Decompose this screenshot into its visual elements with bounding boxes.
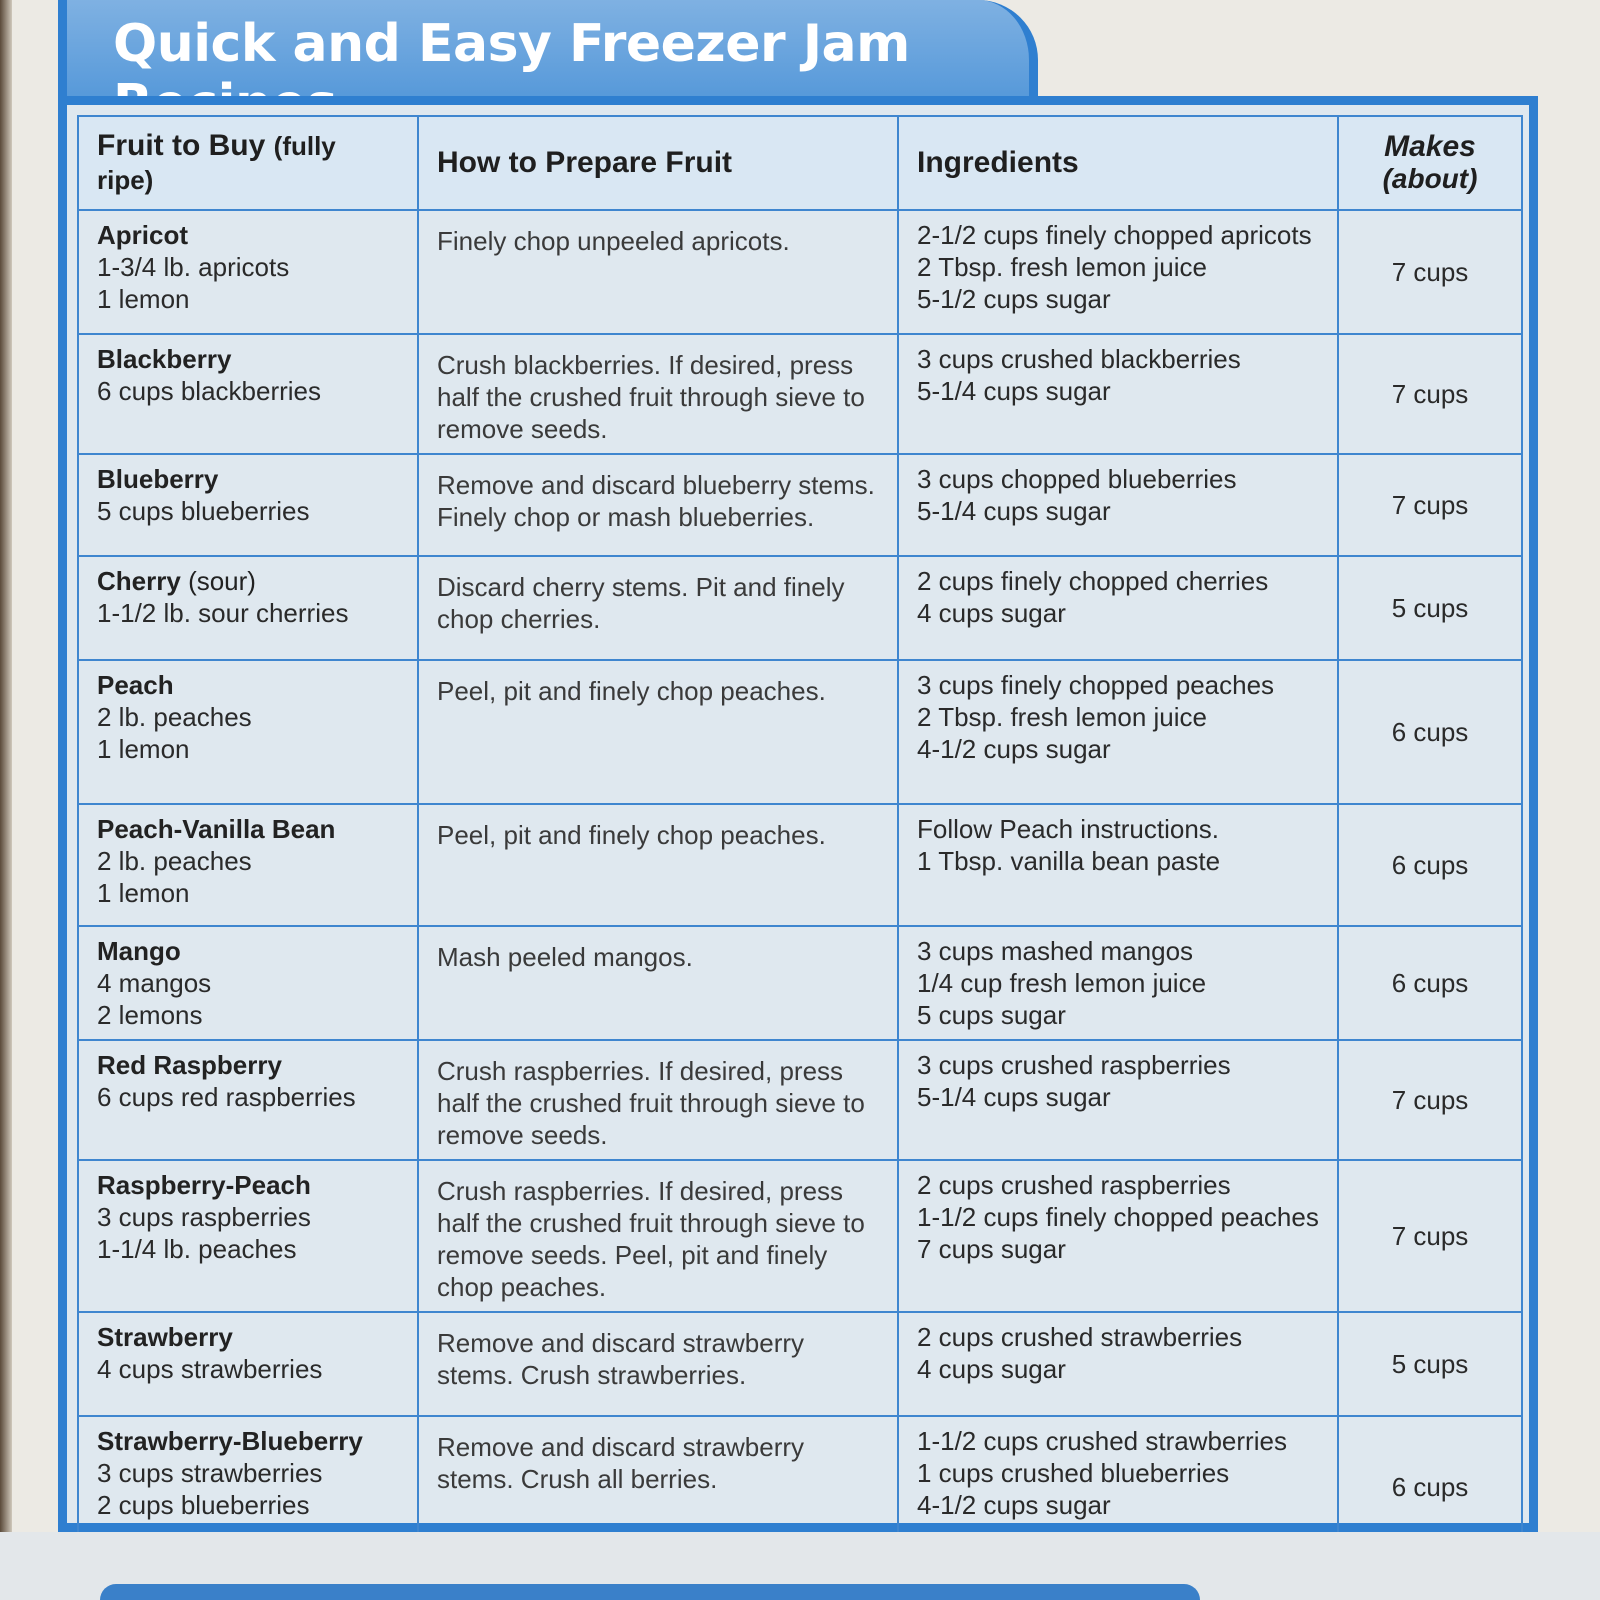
ingredient-item: 4-1/2 cups sugar — [917, 734, 1111, 764]
makes-cell: 5 cups — [1338, 556, 1522, 660]
fruit-cell — [78, 1160, 418, 1312]
recipe-table — [77, 115, 1523, 1559]
buy-item: 1-1/2 lb. sour cherries — [97, 598, 349, 628]
buy-item: 2 lb. peaches — [97, 702, 252, 732]
ingredients-cell — [898, 660, 1338, 804]
buy-item: 1-1/4 lb. peaches — [97, 1234, 297, 1264]
makes-cell: 7 cups — [1338, 454, 1522, 556]
table-row — [78, 660, 1522, 804]
table-row — [78, 454, 1522, 556]
makes-cell: 6 cups — [1338, 1416, 1522, 1558]
ingredients-cell — [898, 926, 1338, 1040]
ingredients-cell — [898, 1312, 1338, 1416]
recipe-table-body — [78, 210, 1522, 1558]
ingredient-item: 2-1/2 cups finely chopped apricots — [917, 220, 1312, 250]
ingredient-item: 3 cups finely chopped peaches — [917, 670, 1275, 700]
fruit-cell — [78, 210, 418, 334]
prep-cell: Finely chop unpeeled apricots. — [418, 210, 898, 334]
ingredient-item: 5-1/4 cups sugar — [917, 496, 1111, 526]
buy-item: 1 lemon — [97, 284, 190, 314]
ingredient-item: 2 cups finely chopped cherries — [917, 566, 1269, 596]
bottom-band — [0, 1532, 1600, 1600]
makes-cell: 7 cups — [1338, 1040, 1522, 1160]
table-row — [78, 1040, 1522, 1160]
buy-item: 3 cups raspberries — [97, 1202, 311, 1232]
fruit-name — [97, 463, 399, 495]
recipe-sheet — [58, 96, 1538, 1532]
fruit-cell — [78, 1040, 418, 1160]
makes-cell: 6 cups — [1338, 804, 1522, 926]
fruit-cell — [78, 926, 418, 1040]
ingredient-item: 4-1/2 cups sugar — [917, 1490, 1111, 1520]
fruit-name-text: Cherry — [97, 566, 181, 596]
fruit-cell — [78, 334, 418, 454]
ingredient-item: 2 cups crushed raspberries — [917, 1170, 1231, 1200]
ingredient-item: 2 cups crushed strawberries — [917, 1322, 1243, 1352]
header-fruit-label: Fruit to Buy — [97, 129, 266, 162]
ingredient-item: 3 cups crushed blackberries — [917, 344, 1241, 374]
fruit-name — [97, 1321, 399, 1353]
fruit-variant: (sour) — [188, 566, 256, 596]
ingredient-item: 1 Tbsp. vanilla bean paste — [917, 846, 1221, 876]
table-row — [78, 1160, 1522, 1312]
ingredient-item: 2 Tbsp. fresh lemon juice — [917, 702, 1207, 732]
table-header-row — [78, 116, 1522, 210]
fruit-name-text: Apricot — [97, 220, 188, 250]
table-row — [78, 556, 1522, 660]
ingredient-item: 3 cups mashed mangos — [917, 936, 1194, 966]
table-row — [78, 1312, 1522, 1416]
ingredient-item: 5 cups sugar — [917, 1000, 1066, 1030]
fruit-name — [97, 565, 399, 597]
next-section-tab — [100, 1584, 1200, 1600]
fruit-name-text: Strawberry — [97, 1322, 233, 1352]
buy-item: 1 lemon — [97, 878, 190, 908]
makes-cell: 7 cups — [1338, 334, 1522, 454]
makes-cell: 7 cups — [1338, 210, 1522, 334]
prep-cell: Remove and discard blueberry stems. Finely chop or mash blueberries. — [418, 454, 898, 556]
buy-item: 2 lb. peaches — [97, 846, 252, 876]
buy-item: 4 mangos — [97, 968, 212, 998]
buy-item: 4 cups strawberries — [97, 1354, 323, 1384]
ingredient-item: 1-1/2 cups finely chopped peaches — [917, 1202, 1319, 1232]
fruit-name-text: Strawberry-Blueberry — [97, 1426, 363, 1456]
ingredients-cell — [898, 454, 1338, 556]
fruit-name — [97, 1425, 399, 1457]
ingredients-cell — [898, 556, 1338, 660]
fruit-name-text: Raspberry-Peach — [97, 1170, 311, 1200]
table-row — [78, 334, 1522, 454]
buy-item: 3 cups strawberries — [97, 1458, 323, 1488]
table-row — [78, 926, 1522, 1040]
buy-item: 2 lemons — [97, 1000, 203, 1030]
ingredient-item: 1-1/2 cups crushed strawberries — [917, 1426, 1287, 1456]
prep-cell: Mash peeled mangos. — [418, 926, 898, 1040]
buy-item: 6 cups red raspberries — [97, 1082, 356, 1112]
prep-cell: Peel, pit and finely chop peaches. — [418, 804, 898, 926]
header-makes-sub: (about) — [1382, 163, 1478, 194]
fruit-name — [97, 1049, 399, 1081]
ingredient-item: 5-1/2 cups sugar — [917, 284, 1111, 314]
paper-edge — [0, 0, 12, 1600]
prep-cell: Crush blackberries. If desired, press half the crushed fruit through sieve to remove seeds. — [418, 334, 898, 454]
prep-cell: Discard cherry stems. Pit and finely chop cherries. — [418, 556, 898, 660]
fruit-cell — [78, 454, 418, 556]
fruit-cell — [78, 1312, 418, 1416]
fruit-name — [97, 219, 399, 251]
ingredient-item: 1 cups crushed blueberries — [917, 1458, 1230, 1488]
page-title: Quick and Easy Freezer Jam — [113, 14, 910, 74]
ingredients-cell — [898, 804, 1338, 926]
header-makes — [1338, 116, 1522, 210]
header-fruit-sub: (fully ripe) — [97, 131, 336, 195]
fruit-name — [97, 669, 399, 701]
ingredient-item: 4 cups sugar — [917, 1354, 1066, 1384]
header-makes-label: Makes — [1384, 130, 1476, 163]
table-row — [78, 804, 1522, 926]
prep-cell: Remove and discard strawberry stems. Crush all berries. — [418, 1416, 898, 1558]
fruit-name-text: Peach — [97, 670, 174, 700]
buy-item: 1 lemon — [97, 734, 190, 764]
fruit-name — [97, 935, 399, 967]
ingredient-item: 5-1/4 cups sugar — [917, 1082, 1111, 1112]
buy-item: 2 cups blueberries — [97, 1490, 310, 1520]
makes-cell: 6 cups — [1338, 660, 1522, 804]
ingredient-item: 4 cups sugar — [917, 598, 1066, 628]
ingredients-cell — [898, 334, 1338, 454]
header-prep: How to Prepare Fruit — [418, 116, 898, 210]
fruit-cell — [78, 804, 418, 926]
ingredient-item: 7 cups sugar — [917, 1234, 1066, 1264]
fruit-name-text: Red Raspberry — [97, 1050, 282, 1080]
fruit-name-text: Blackberry — [97, 344, 232, 374]
ingredients-cell — [898, 1040, 1338, 1160]
fruit-cell — [78, 556, 418, 660]
ingredients-cell — [898, 1160, 1338, 1312]
prep-cell: Remove and discard strawberry stems. Crush strawberries. — [418, 1312, 898, 1416]
prep-cell: Peel, pit and finely chop peaches. — [418, 660, 898, 804]
fruit-name-text: Peach-Vanilla Bean — [97, 814, 336, 844]
ingredients-cell — [898, 210, 1338, 334]
header-ingredients: Ingredients — [898, 116, 1338, 210]
fruit-name-text: Blueberry — [97, 464, 219, 494]
makes-cell: 6 cups — [1338, 926, 1522, 1040]
prep-cell: Crush raspberries. If desired, press half the crushed fruit through sieve to remove seeds. Peel, pit and finely chop peaches. — [418, 1160, 898, 1312]
makes-cell: 5 cups — [1338, 1312, 1522, 1416]
fruit-name — [97, 813, 399, 845]
buy-item: 1-3/4 lb. apricots — [97, 252, 290, 282]
table-row — [78, 210, 1522, 334]
makes-cell: 7 cups — [1338, 1160, 1522, 1312]
ingredient-item: 2 Tbsp. fresh lemon juice — [917, 252, 1207, 282]
prep-cell: Crush raspberries. If desired, press half the crushed fruit through sieve to remove seeds. — [418, 1040, 898, 1160]
fruit-name-text: Mango — [97, 936, 181, 966]
header-fruit — [78, 116, 418, 210]
ingredient-item: 3 cups crushed raspberries — [917, 1050, 1231, 1080]
fruit-name — [97, 343, 399, 375]
fruit-cell — [78, 660, 418, 804]
fruit-name — [97, 1169, 399, 1201]
buy-item: 5 cups blueberries — [97, 496, 310, 526]
buy-item: 6 cups blackberries — [97, 376, 321, 406]
ingredient-item: Follow Peach instructions. — [917, 814, 1220, 844]
ingredient-item: 5-1/4 cups sugar — [917, 376, 1111, 406]
ingredient-item: 3 cups chopped blueberries — [917, 464, 1237, 494]
ingredient-item: 1/4 cup fresh lemon juice — [917, 968, 1207, 998]
